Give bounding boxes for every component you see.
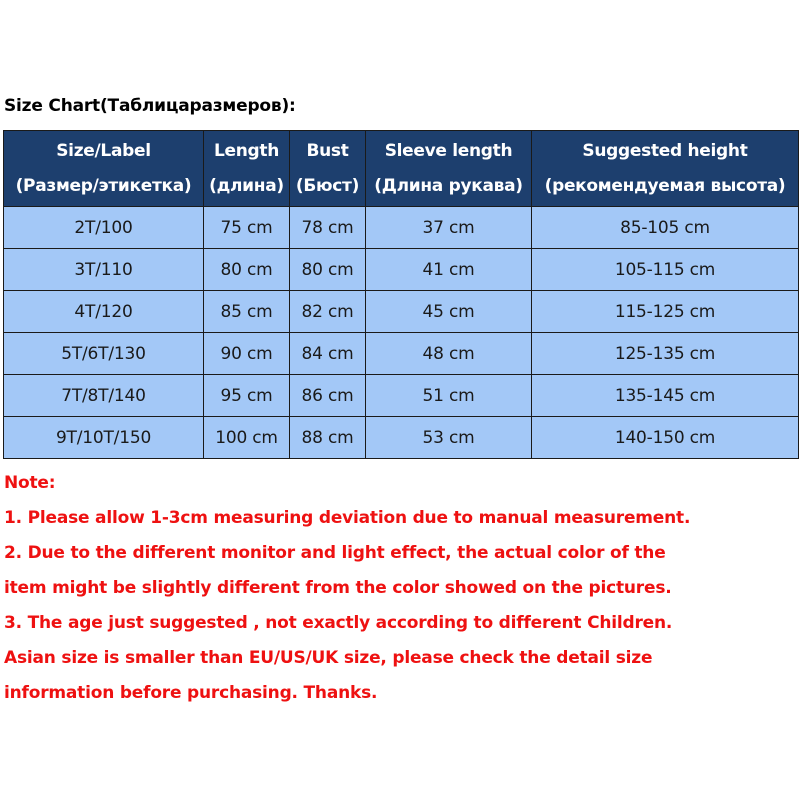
table-row [4,333,799,375]
cell-length: 80 cm [204,249,290,291]
cell-suggested-height: 105-115 cm [532,249,799,291]
cell-bust: 86 cm [290,375,366,417]
note-line: 2. Due to the different monitor and light effect, the actual color of the [4,543,666,563]
table-row [4,417,799,459]
size-chart-table [3,130,799,459]
table-header-row [4,131,799,207]
cell-size-label: 2T/100 [4,207,204,249]
cell-suggested-height: 125-135 cm [532,333,799,375]
note-line: 3. The age just suggested , not exactly according to different Children. [4,613,673,633]
table-row [4,249,799,291]
cell-size-label: 9T/10T/150 [4,417,204,459]
cell-length: 100 cm [204,417,290,459]
note-line: 1. Please allow 1-3cm measuring deviation due to manual measurement. [4,508,691,528]
cell-bust: 88 cm [290,417,366,459]
cell-size-label: 7T/8T/140 [4,375,204,417]
header-bust: Bust (Бюст) [290,131,366,207]
cell-bust: 78 cm [290,207,366,249]
note-line: information before purchasing. Thanks. [4,683,378,703]
cell-sleeve-length: 48 cm [366,333,532,375]
cell-sleeve-length: 45 cm [366,291,532,333]
cell-suggested-height: 140-150 cm [532,417,799,459]
note-line: item might be slightly different from the color showed on the pictures. [4,578,672,598]
cell-sleeve-length: 41 cm [366,249,532,291]
cell-bust: 82 cm [290,291,366,333]
header-sleeve-length: Sleeve length (Длина рукава) [366,131,532,207]
header-size-label: Size/Label (Размер/этикетка) [4,131,204,207]
cell-bust: 80 cm [290,249,366,291]
cell-size-label: 5T/6T/130 [4,333,204,375]
cell-length: 90 cm [204,333,290,375]
cell-length: 75 cm [204,207,290,249]
header-length: Length (длина) [204,131,290,207]
cell-length: 95 cm [204,375,290,417]
cell-suggested-height: 115-125 cm [532,291,799,333]
cell-suggested-height: 135-145 cm [532,375,799,417]
cell-sleeve-length: 53 cm [366,417,532,459]
cell-bust: 84 cm [290,333,366,375]
notes-section [4,466,690,711]
cell-sleeve-length: 37 cm [366,207,532,249]
table-row [4,375,799,417]
cell-size-label: 3T/110 [4,249,204,291]
cell-suggested-height: 85-105 cm [532,207,799,249]
page-title: Size Chart(Таблицаразмеров): [4,96,296,116]
table-row [4,207,799,249]
cell-length: 85 cm [204,291,290,333]
cell-sleeve-length: 51 cm [366,375,532,417]
cell-size-label: 4T/120 [4,291,204,333]
note-heading: Note: [4,473,56,493]
table-row [4,291,799,333]
header-suggested-height: Suggested height (рекомендуемая высота) [532,131,799,207]
note-line: Asian size is smaller than EU/US/UK size, please check the detail size [4,648,653,668]
